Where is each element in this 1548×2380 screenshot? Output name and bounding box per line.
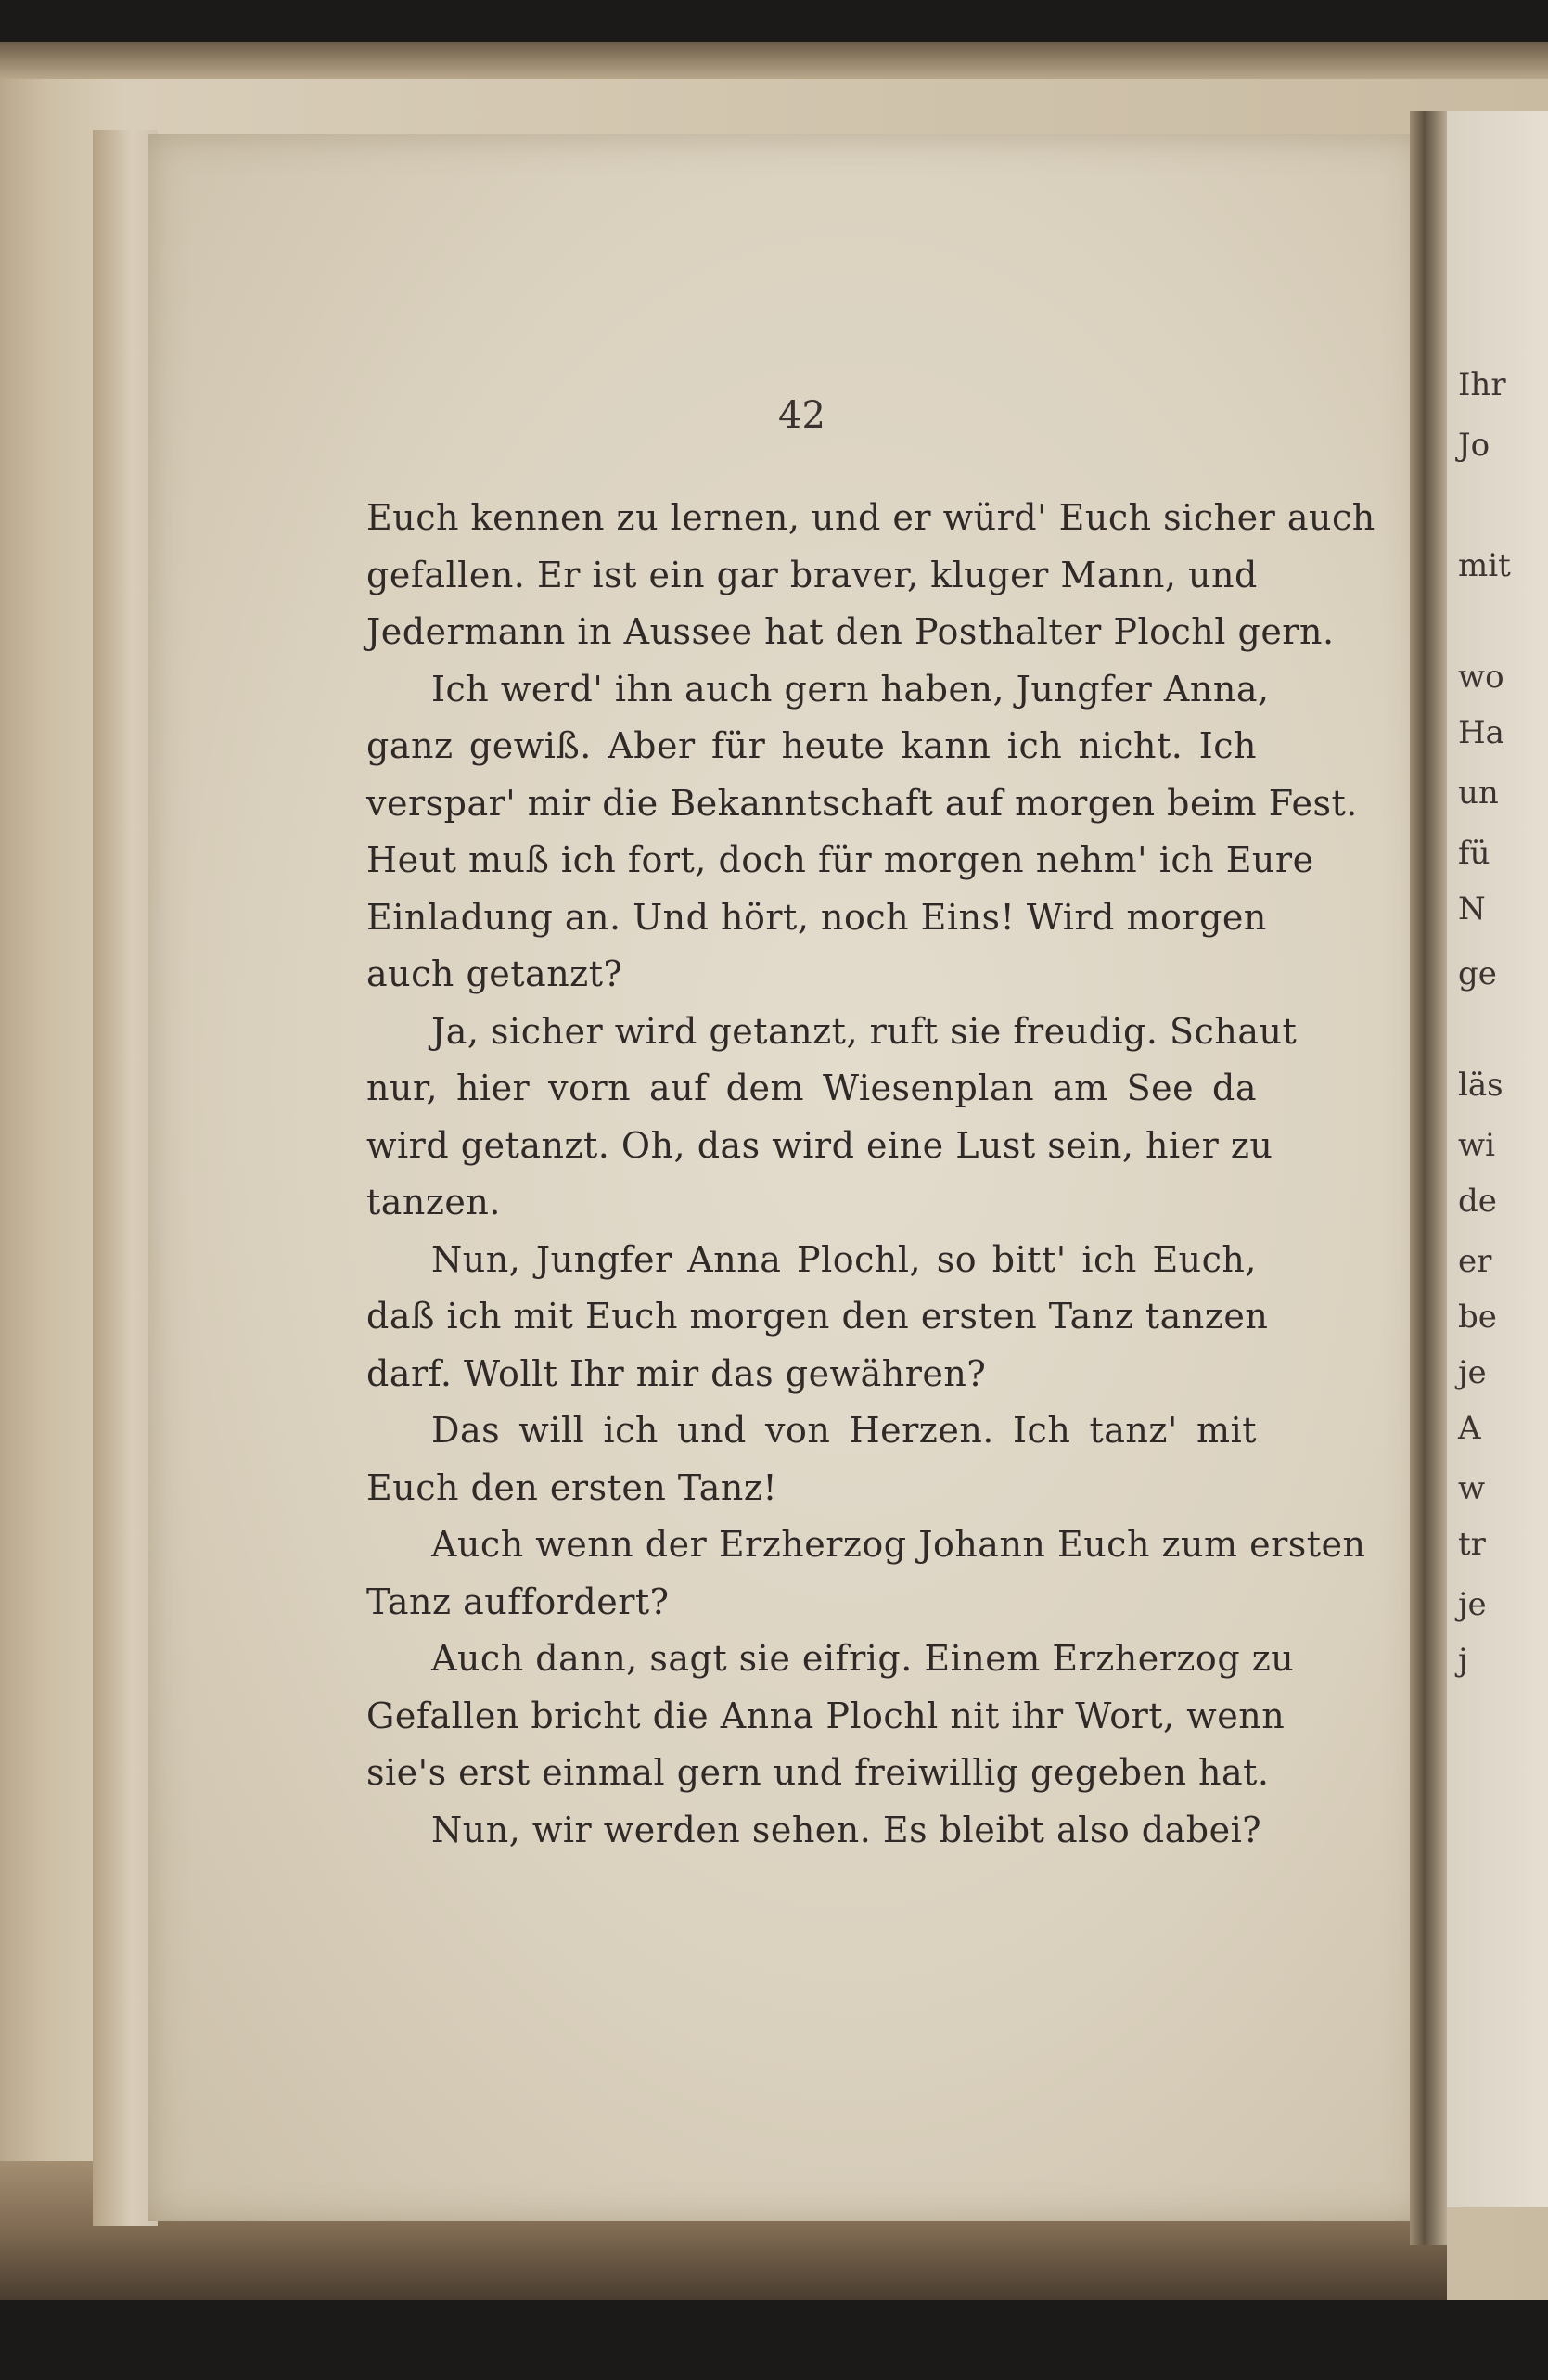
next-page-fragment: be [1458,1299,1497,1336]
next-page-fragment: er [1458,1243,1492,1280]
next-page-fragment: wi [1458,1127,1495,1164]
text-line: Einladung an. Und hört, noch Eins! Wird morgen [366,896,1267,938]
next-page-fragment: w [1458,1470,1486,1507]
next-page-fragment: Jo [1458,427,1490,464]
text-line: sie's erst einmal gern und freiwillig gegeben hat. [366,1752,1270,1793]
text-line: Auch dann, sagt sie eifrig. Einem Erzherzog zu [431,1638,1295,1679]
text-line: Nun, Jungfer Anna Plochl, so bitt' ich Euch, [431,1238,1257,1280]
text-line: Jedermann in Aussee hat den Posthalter Plochl gern. [366,611,1335,652]
text-line: Das will ich und von Herzen. Ich tanz' mit [431,1410,1257,1451]
next-page-fragment: j [1458,1642,1468,1679]
next-page-fragment: fü [1458,835,1490,872]
next-page-fragment: läs [1458,1067,1503,1104]
page-text [366,490,1375,1859]
page-number: 42 [778,394,825,437]
text-line: darf. Wollt Ihr mir das gewähren? [366,1352,987,1394]
text-line: nur, hier vorn auf dem Wiesenplan am See da [366,1068,1257,1108]
text-line: wird getanzt. Oh, das wird eine Lust sein, hier zu [366,1124,1273,1166]
next-page-fragment: mit [1458,547,1511,584]
next-page-fragment: ge [1458,955,1497,992]
text-line: Ich werd' ihn auch gern haben, Jungfer Anna, [431,668,1270,710]
next-page-fragment: je [1458,1354,1487,1391]
text-line: Nun, wir werden sehen. Es bleibt also dabei? [431,1809,1262,1850]
next-page-fragment: Ha [1458,714,1504,751]
text-line: verspar' mir die Bekanntschaft auf morgen beim Fest. [366,782,1358,824]
next-page-fragment: A [1458,1410,1481,1447]
text-line: auch getanzt? [366,953,623,994]
next-page-fragment: Ihr [1458,366,1506,403]
next-page-fragment: je [1458,1586,1487,1623]
text-line: tanzen. [366,1182,501,1222]
text-line: ganz gewiß. Aber für heute kann ich nicht. Ich [366,725,1257,766]
text-line: daß ich mit Euch morgen den ersten Tanz tanzen [366,1296,1269,1337]
next-page-fragment: un [1458,774,1499,812]
book-top-edge [0,42,1548,79]
text-line: Auch wenn der Erzherzog Johann Euch zum ersten [431,1524,1366,1565]
next-page-fragment: de [1458,1183,1497,1220]
text-line: Euch kennen zu lernen, und er würd' Euch sicher auch [366,497,1375,538]
next-page-fragment: tr [1458,1526,1486,1563]
text-line: Heut muß ich fort, doch für morgen nehm' ich Eure [366,839,1314,880]
next-page-fragment: wo [1458,659,1504,696]
text-line: Gefallen bricht die Anna Plochl nit ihr Wort, wenn [366,1695,1286,1736]
text-line: Euch den ersten Tanz! [366,1466,778,1508]
next-page-fragment: N [1458,890,1486,928]
text-line: gefallen. Er ist ein gar braver, kluger Mann, und [366,554,1258,595]
text-line: Ja, sicher wird getanzt, ruft sie freudig. Schaut [431,1010,1298,1052]
text-line: Tanz auffordert? [366,1580,670,1622]
